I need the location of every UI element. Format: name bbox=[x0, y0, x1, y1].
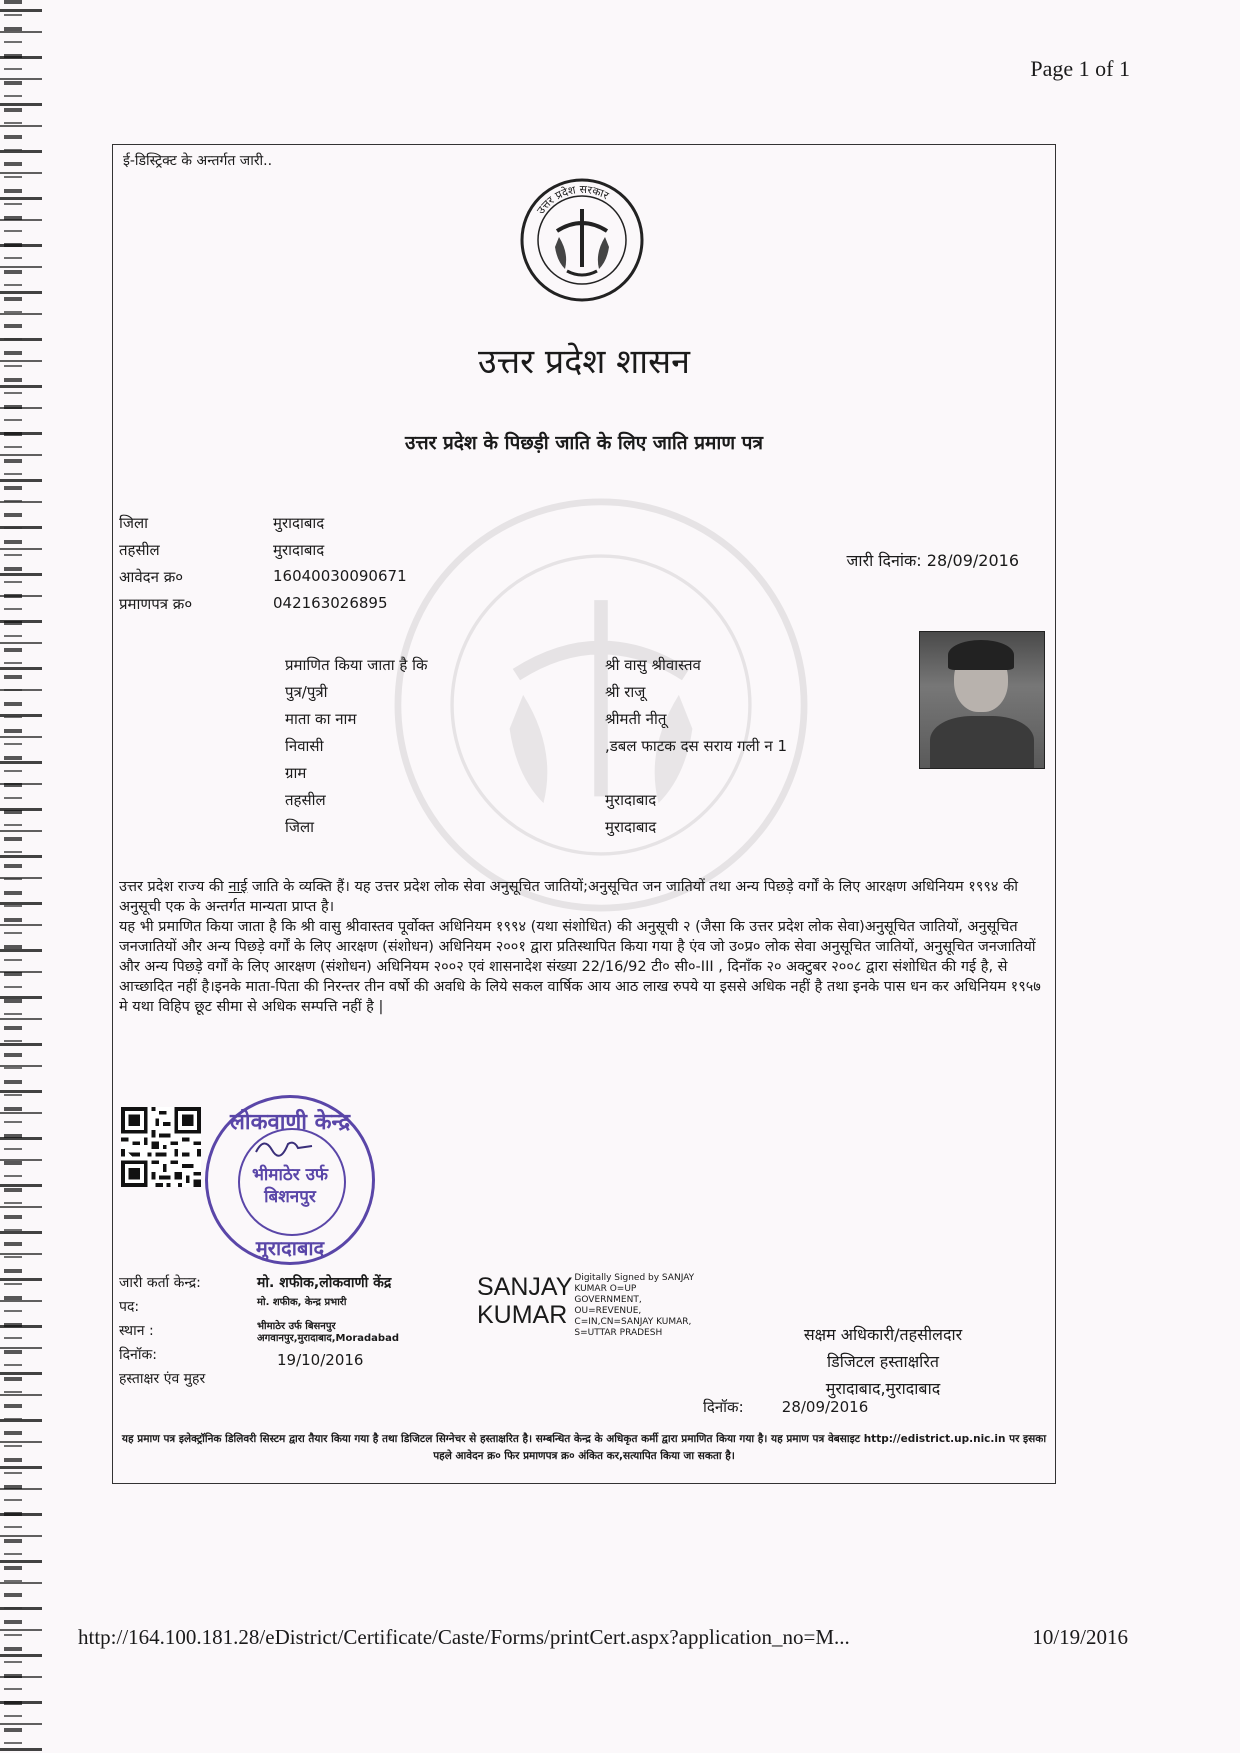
authority-date bbox=[703, 1397, 868, 1417]
meta-row bbox=[119, 540, 407, 567]
detail-row bbox=[285, 790, 787, 817]
authority-location: मुरादाबाद,मुरादाबाद bbox=[825, 1379, 941, 1398]
detail-value: मुरादाबाद bbox=[605, 818, 657, 836]
detail-value: श्रीमती नीतू bbox=[605, 710, 667, 728]
certificate-title: उत्तर प्रदेश के पिछड़ी जाति के लिए जाति प्रमाण पत्र bbox=[405, 432, 763, 454]
detail-row bbox=[285, 709, 787, 736]
issuer-place-value: भीमाठेर उर्फ बिसनपुर अगवानपुर,मुरादाबाद,Moradabad bbox=[257, 1321, 399, 1344]
detail-row bbox=[285, 736, 787, 763]
issuer-post-value: मो. शफीक, केन्द्र प्रभारी bbox=[257, 1297, 347, 1308]
issuer-details bbox=[119, 1273, 399, 1393]
detail-row bbox=[285, 763, 787, 790]
issuer-center-label: जारी कर्ता केन्द्र: bbox=[119, 1275, 201, 1291]
digital-signature bbox=[477, 1273, 694, 1339]
detail-row bbox=[285, 682, 787, 709]
signature-details: Digitally Signed by SANJAY KUMAR O=UP GOVERNMENT, OU=REVENUE, C=IN,CN=SANJAY KUMAR, S=UTTAR PRADESH bbox=[574, 1273, 695, 1338]
print-url: http://164.100.181.28/eDistrict/Certificate/Caste/Forms/printCert.aspx?application_no=M... bbox=[78, 1625, 850, 1649]
stamp-top-text: लोकवाणी केन्द्र bbox=[229, 1110, 351, 1135]
government-title: उत्तर प्रदेश शासन bbox=[478, 342, 690, 382]
stamp-bottom-text: मुरादाबाद bbox=[255, 1236, 325, 1260]
print-footer bbox=[78, 1625, 1128, 1650]
meta-label: आवेदन क्र० bbox=[119, 568, 184, 586]
issuer-sign-label: हस्ताक्षर एंव मुहर bbox=[119, 1371, 206, 1387]
meta-row bbox=[119, 513, 407, 540]
detail-label: माता का नाम bbox=[285, 710, 357, 728]
competent-authority bbox=[733, 1321, 1033, 1402]
detail-value: ,डबल फाटक दस सराय गली न 1 bbox=[605, 737, 788, 755]
detail-label: तहसील bbox=[285, 791, 326, 809]
caste-name: नाई bbox=[228, 879, 248, 895]
qr-code-icon bbox=[121, 1107, 201, 1187]
certificate bbox=[112, 144, 1056, 1484]
detail-label: ग्राम bbox=[285, 764, 307, 782]
issue-date-label: जारी दिनांक: bbox=[846, 551, 922, 570]
meta-label: तहसील bbox=[119, 541, 160, 559]
meta-value: मुरादाबाद bbox=[273, 541, 325, 559]
detail-label: प्रमाणित किया जाता है कि bbox=[285, 656, 428, 674]
detail-value: श्री राजू bbox=[605, 683, 646, 701]
photo bbox=[919, 631, 1045, 769]
page-number: Page 1 of 1 bbox=[1030, 56, 1130, 81]
meta-label: जिला bbox=[119, 514, 149, 532]
authority-date-label: दिनॉक: bbox=[703, 1398, 744, 1416]
issue-date bbox=[847, 549, 1019, 571]
meta-label: प्रमाणपत्र क्र० bbox=[119, 595, 193, 613]
detail-label: पुत्र/पुत्री bbox=[285, 683, 328, 701]
holder-details bbox=[285, 655, 787, 844]
state-emblem-icon bbox=[517, 175, 647, 305]
binder-holes-shadow bbox=[4, 0, 22, 1753]
detail-value: श्री वासु श्रीवास्तव bbox=[605, 656, 701, 674]
print-date: 10/19/2016 bbox=[1032, 1625, 1128, 1649]
svg-text:उत्तर प्रदेश सरकार: उत्तर प्रदेश सरकार bbox=[534, 182, 611, 217]
authority-date-value: 28/09/2016 bbox=[781, 1398, 869, 1416]
meta-row bbox=[119, 567, 407, 594]
issuer-date-label: दिनॉक: bbox=[119, 1347, 157, 1363]
issue-date-value: 28/09/2016 bbox=[926, 551, 1019, 570]
authority-signed: डिजिटल हस्ताक्षरित bbox=[827, 1352, 939, 1371]
meta-row bbox=[119, 594, 407, 621]
meta-value: 042163026895 bbox=[273, 594, 388, 612]
issuer-center-value: मो. शफीक,लोकवाणी केंद्र bbox=[257, 1275, 392, 1291]
issuer-post-label: पद: bbox=[119, 1299, 140, 1315]
certificate-body bbox=[119, 877, 1049, 1017]
verification-note: यह प्रमाण पत्र इलेक्ट्रॉनिक डिलिवरी सिस्टम द्वारा तैयार किया गया है तथा डिजिटल सिग्नेचर से हस्ताक्षरित है। सम्बन्धित केन्द्र के अधिकृत कर्मी द्वारा प्रमाणित किया गया है। यह प्रमाण पत्र वेबसाइट http://edistrict.up.nic.in पर इसका पहले आवेदन क्र० फिर प्रमाणपत्र क्र० अंकित कर,सत्यापित किया जा सकता है। bbox=[121, 1433, 1047, 1462]
meta-value: मुरादाबाद bbox=[273, 514, 325, 532]
official-stamp-icon bbox=[205, 1095, 375, 1265]
body-paragraph: उत्तर प्रदेश राज्य की नाई जाति के व्यक्ति हैं। यह उत्तर प्रदेश लोक सेवा अनुसूचित जातियों;अनुसूचित जन जातियों तथा अन्य पिछड़े वर्गों के लिए आरक्षण अधिनियम १९९४ की अनुसूची एक के अन्तर्गत मान्यता प्राप्त है। bbox=[119, 879, 1018, 915]
signer-name: SANJAY KUMAR bbox=[477, 1273, 573, 1329]
detail-label: जिला bbox=[285, 818, 315, 836]
certificate-meta bbox=[119, 513, 407, 621]
stamp-middle-text: भीमाठेर उर्फ बिशनपुर bbox=[251, 1165, 329, 1207]
signature-icon bbox=[254, 1134, 314, 1160]
authority-designation: सक्षम अधिकारी/तहसीलदार bbox=[803, 1325, 963, 1344]
issuer-place-label: स्थान : bbox=[119, 1323, 154, 1339]
issued-under-label: ई-डिस्ट्रिक्ट के अन्तर्गत जारी.. bbox=[123, 153, 273, 169]
body-paragraph: यह भी प्रमाणित किया जाता है कि श्री वासु श्रीवास्तव पूर्वोक्त अधिनियम १९९४ (यथा संशोधित) की अनुसूची २ (जैसा कि उत्तर प्रदेश लोक सेवा)अनुसूचित जातियों, अनुसूचित जनजातियों और अन्य पिछड़े वर्गों के लिए आरक्षण (संशोधन) अधिनियम २००१ द्वारा प्रतिस्थापित किया गया है एंव जो उ०प्र० लोक सेवा अनुसूचित जातियों, अनुसूचित जनजातियों और अन्य पिछड़े वर्गों के लिए आरक्षण (संशोधन) अधिनियम २००२ एवं शासनादेश संख्या 22/16/92 टी० सी०-III , दिनाँक २० अक्टुबर २००८ द्वारा संशोधित की गई है, से आच्छादित नहीं है।इनके माता-पिता की निरन्तर तीन वर्षो की अवधि के लिये सकल वार्षिक आय आठ लाख रुपये या इससे अधिक नहीं है तथा इनके पास धन कर अधिनियम १९५७ मे यथा विहिप छूट सीमा से अधिक सम्पत्ति नहीं है | bbox=[119, 919, 1041, 1015]
detail-row bbox=[285, 655, 787, 682]
meta-value: 16040030090671 bbox=[273, 567, 407, 585]
detail-label: निवासी bbox=[285, 737, 324, 755]
detail-value: मुरादाबाद bbox=[605, 791, 657, 809]
issuer-date-value: 19/10/2016 bbox=[277, 1351, 364, 1369]
detail-row bbox=[285, 817, 787, 844]
